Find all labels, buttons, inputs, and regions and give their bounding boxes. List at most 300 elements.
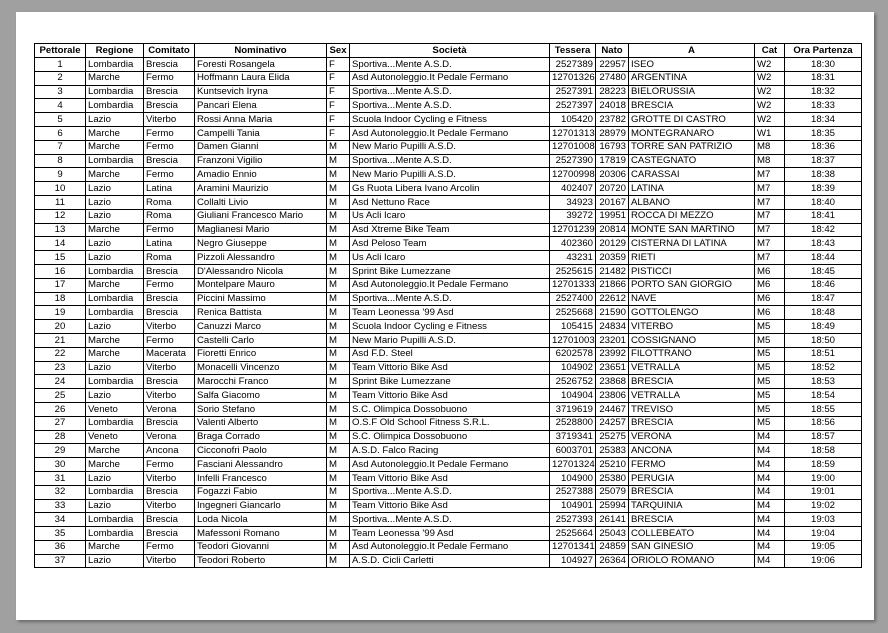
cell-tessera: 105415 [550,320,596,334]
table-row [35,416,862,430]
cell-ora-partenza: 18:50 [785,333,862,347]
cell-sex: M [327,540,350,554]
cell-regione: Lombardia [86,264,144,278]
cell-nominativo: Montelpare Mauro [195,278,327,292]
cell-a: RIETI [629,251,755,265]
cell-comitato: Fermo [144,333,195,347]
cell-pettorale: 6 [35,126,86,140]
cell-sex: M [327,513,350,527]
cell-societa: Team Leonessa '99 Asd [350,527,550,541]
cell-cat: M7 [755,237,785,251]
cell-tessera: 104900 [550,471,596,485]
cell-regione: Marche [86,278,144,292]
cell-comitato: Viterbo [144,554,195,568]
cell-nato: 24257 [596,416,629,430]
cell-ora-partenza: 18:52 [785,361,862,375]
cell-comitato: Verona [144,402,195,416]
cell-a: CISTERNA DI LATINA [629,237,755,251]
cell-ora-partenza: 19:04 [785,527,862,541]
cell-nato: 25275 [596,430,629,444]
cell-regione: Lazio [86,195,144,209]
cell-societa: Sprint Bike Lumezzane [350,375,550,389]
cell-tessera: 12701341 [550,540,596,554]
cell-pettorale: 34 [35,513,86,527]
cell-tessera: 104901 [550,499,596,513]
cell-nato: 21482 [596,264,629,278]
cell-tessera: 402407 [550,182,596,196]
cell-tessera: 3719619 [550,402,596,416]
cell-regione: Lazio [86,209,144,223]
cell-nominativo: Teodori Giovanni [195,540,327,554]
cell-tessera: 12700998 [550,168,596,182]
cell-cat: M4 [755,540,785,554]
cell-pettorale: 1 [35,58,86,72]
cell-nato: 28223 [596,85,629,99]
cell-nominativo: Kuntsevich Iryna [195,85,327,99]
cell-regione: Lombardia [86,375,144,389]
cell-comitato: Brescia [144,306,195,320]
cell-ora-partenza: 18:43 [785,237,862,251]
table-row [35,237,862,251]
cell-regione: Lombardia [86,485,144,499]
cell-societa: Team Vittorio Bike Asd [350,471,550,485]
cell-pettorale: 12 [35,209,86,223]
cell-nominativo: D'Alessandro Nicola [195,264,327,278]
cell-nato: 23782 [596,113,629,127]
cell-societa: Team Vittorio Bike Asd [350,499,550,513]
cell-ora-partenza: 18:35 [785,126,862,140]
cell-nato: 23992 [596,347,629,361]
cell-sex: M [327,237,350,251]
cell-comitato: Brescia [144,527,195,541]
table-row [35,513,862,527]
table-row [35,264,862,278]
cell-a: MONTEGRANARO [629,126,755,140]
cell-pettorale: 15 [35,251,86,265]
table-row [35,430,862,444]
cell-a: COSSIGNANO [629,333,755,347]
cell-pettorale: 35 [35,527,86,541]
header-regione: Regione [86,44,144,58]
cell-nato: 25210 [596,458,629,472]
cell-comitato: Brescia [144,85,195,99]
cell-nominativo: Braga Corrado [195,430,327,444]
cell-ora-partenza: 18:42 [785,223,862,237]
cell-ora-partenza: 18:59 [785,458,862,472]
table-row [35,471,862,485]
cell-nato: 28979 [596,126,629,140]
cell-nominativo: Canuzzi Marco [195,320,327,334]
table-row [35,389,862,403]
cell-comitato: Fermo [144,140,195,154]
cell-comitato: Latina [144,182,195,196]
cell-ora-partenza: 18:53 [785,375,862,389]
cell-nato: 25079 [596,485,629,499]
cell-a: FERMO [629,458,755,472]
cell-tessera: 3719341 [550,430,596,444]
cell-sex: M [327,458,350,472]
header-row [35,44,862,58]
cell-tessera: 104902 [550,361,596,375]
cell-a: VETRALLA [629,361,755,375]
cell-nominativo: Fioretti Enrico [195,347,327,361]
cell-societa: New Mario Pupilli A.S.D. [350,333,550,347]
cell-pettorale: 5 [35,113,86,127]
cell-societa: Asd Xtreme Bike Team [350,223,550,237]
cell-tessera: 2527397 [550,99,596,113]
table-row [35,140,862,154]
header-ora-partenza: Ora Partenza [785,44,862,58]
cell-a: BRESCIA [629,99,755,113]
cell-nato: 23868 [596,375,629,389]
cell-societa: Asd Peloso Team [350,237,550,251]
cell-a: MONTE SAN MARTINO [629,223,755,237]
cell-regione: Marche [86,126,144,140]
cell-nato: 20359 [596,251,629,265]
cell-nato: 25383 [596,444,629,458]
cell-nato: 20167 [596,195,629,209]
cell-nominativo: Pizzoli Alessandro [195,251,327,265]
cell-societa: Sportiva...Mente A.S.D. [350,58,550,72]
cell-tessera: 6003701 [550,444,596,458]
header-pettorale: Pettorale [35,44,86,58]
header-tessera: Tessera [550,44,596,58]
cell-ora-partenza: 19:03 [785,513,862,527]
header-a: A [629,44,755,58]
cell-pettorale: 10 [35,182,86,196]
cell-ora-partenza: 18:46 [785,278,862,292]
cell-societa: Asd F.D. Steel [350,347,550,361]
cell-ora-partenza: 19:00 [785,471,862,485]
table-row [35,251,862,265]
cell-ora-partenza: 18:39 [785,182,862,196]
cell-comitato: Roma [144,209,195,223]
cell-nominativo: Hoffmann Laura Elida [195,71,327,85]
cell-cat: W1 [755,126,785,140]
cell-regione: Lombardia [86,154,144,168]
cell-nominativo: Fasciani Alessandro [195,458,327,472]
cell-sex: F [327,126,350,140]
cell-cat: M4 [755,527,785,541]
cell-cat: W2 [755,58,785,72]
cell-pettorale: 37 [35,554,86,568]
cell-sex: M [327,361,350,375]
cell-ora-partenza: 18:41 [785,209,862,223]
cell-comitato: Viterbo [144,113,195,127]
cell-regione: Marche [86,540,144,554]
cell-nato: 26141 [596,513,629,527]
cell-tessera: 2527390 [550,154,596,168]
cell-tessera: 43231 [550,251,596,265]
cell-regione: Lazio [86,237,144,251]
cell-nominativo: Piccini Massimo [195,292,327,306]
cell-ora-partenza: 19:05 [785,540,862,554]
cell-sex: M [327,223,350,237]
cell-sex: F [327,99,350,113]
cell-comitato: Viterbo [144,361,195,375]
cell-ora-partenza: 18:55 [785,402,862,416]
cell-sex: F [327,58,350,72]
table-row [35,85,862,99]
table-row [35,527,862,541]
cell-tessera: 6202578 [550,347,596,361]
cell-nominativo: Ingegneri Giancarlo [195,499,327,513]
cell-a: ROCCA DI MEZZO [629,209,755,223]
table-row [35,375,862,389]
cell-pettorale: 24 [35,375,86,389]
cell-a: ANCONA [629,444,755,458]
cell-cat: M5 [755,375,785,389]
cell-a: ORIOLO ROMANO [629,554,755,568]
cell-nato: 16793 [596,140,629,154]
cell-tessera: 2526752 [550,375,596,389]
table-row [35,554,862,568]
cell-cat: M7 [755,223,785,237]
cell-pettorale: 28 [35,430,86,444]
cell-tessera: 39272 [550,209,596,223]
cell-pettorale: 20 [35,320,86,334]
cell-regione: Lazio [86,182,144,196]
cell-nominativo: Fogazzi Fabio [195,485,327,499]
cell-cat: M4 [755,513,785,527]
cell-a: BIELORUSSIA [629,85,755,99]
cell-nominativo: Collalti Livio [195,195,327,209]
cell-regione: Lombardia [86,527,144,541]
cell-nominativo: Foresti Rosangela [195,58,327,72]
cell-cat: W2 [755,99,785,113]
cell-a: NAVE [629,292,755,306]
cell-nominativo: Valenti Alberto [195,416,327,430]
cell-nato: 24467 [596,402,629,416]
cell-pettorale: 16 [35,264,86,278]
cell-a: GOTTOLENGO [629,306,755,320]
cell-societa: Asd Autonoleggio.It Pedale Fermano [350,458,550,472]
cell-tessera: 2525615 [550,264,596,278]
cell-regione: Lombardia [86,306,144,320]
cell-nominativo: Mafessoni Romano [195,527,327,541]
cell-comitato: Ancona [144,444,195,458]
cell-tessera: 12701333 [550,278,596,292]
cell-cat: M7 [755,209,785,223]
cell-ora-partenza: 18:31 [785,71,862,85]
cell-nato: 25043 [596,527,629,541]
cell-nominativo: Damen Gianni [195,140,327,154]
cell-ora-partenza: 18:38 [785,168,862,182]
cell-a: CARASSAI [629,168,755,182]
cell-societa: Scuola Indoor Cycling e Fitness [350,320,550,334]
cell-pettorale: 4 [35,99,86,113]
cell-cat: M5 [755,416,785,430]
cell-pettorale: 21 [35,333,86,347]
table-row [35,306,862,320]
cell-pettorale: 29 [35,444,86,458]
cell-a: BRESCIA [629,416,755,430]
cell-pettorale: 25 [35,389,86,403]
cell-ora-partenza: 18:34 [785,113,862,127]
cell-tessera: 2527393 [550,513,596,527]
cell-cat: M4 [755,499,785,513]
cell-societa: Sportiva...Mente A.S.D. [350,99,550,113]
cell-cat: M7 [755,251,785,265]
cell-ora-partenza: 18:51 [785,347,862,361]
table-row [35,195,862,209]
cell-sex: M [327,347,350,361]
cell-nominativo: Teodori Roberto [195,554,327,568]
cell-societa: Sportiva...Mente A.S.D. [350,485,550,499]
cell-regione: Marche [86,444,144,458]
cell-sex: M [327,306,350,320]
cell-regione: Marche [86,347,144,361]
cell-pettorale: 11 [35,195,86,209]
table-row [35,347,862,361]
cell-tessera: 402360 [550,237,596,251]
cell-sex: M [327,471,350,485]
cell-nominativo: Franzoni Vigilio [195,154,327,168]
cell-sex: M [327,554,350,568]
cell-sex: M [327,278,350,292]
cell-nominativo: Sorio Stefano [195,402,327,416]
cell-comitato: Fermo [144,71,195,85]
cell-tessera: 104927 [550,554,596,568]
cell-ora-partenza: 18:44 [785,251,862,265]
cell-nominativo: Aramini Maurizio [195,182,327,196]
cell-cat: M5 [755,320,785,334]
cell-regione: Lazio [86,251,144,265]
cell-a: VITERBO [629,320,755,334]
cell-comitato: Viterbo [144,320,195,334]
cell-nato: 25994 [596,499,629,513]
cell-ora-partenza: 18:37 [785,154,862,168]
cell-cat: M7 [755,168,785,182]
cell-ora-partenza: 18:49 [785,320,862,334]
cell-regione: Lazio [86,320,144,334]
cell-sex: M [327,527,350,541]
cell-tessera: 104904 [550,389,596,403]
cell-nominativo: Monacelli Vincenzo [195,361,327,375]
cell-a: BRESCIA [629,375,755,389]
table-row [35,540,862,554]
cell-comitato: Viterbo [144,389,195,403]
cell-a: TARQUINIA [629,499,755,513]
cell-a: TORRE SAN PATRIZIO [629,140,755,154]
table-row [35,223,862,237]
cell-comitato: Brescia [144,416,195,430]
cell-ora-partenza: 18:47 [785,292,862,306]
cell-cat: M4 [755,458,785,472]
cell-tessera: 34923 [550,195,596,209]
cell-regione: Lombardia [86,416,144,430]
cell-regione: Lazio [86,554,144,568]
cell-nato: 19951 [596,209,629,223]
cell-cat: M8 [755,140,785,154]
cell-regione: Marche [86,140,144,154]
cell-ora-partenza: 18:56 [785,416,862,430]
cell-sex: M [327,195,350,209]
cell-regione: Marche [86,71,144,85]
cell-cat: M4 [755,471,785,485]
cell-comitato: Roma [144,251,195,265]
cell-nominativo: Loda Nicola [195,513,327,527]
cell-societa: Asd Autonoleggio.It Pedale Fermano [350,71,550,85]
cell-nato: 24018 [596,99,629,113]
cell-nominativo: Negro Giuseppe [195,237,327,251]
cell-pettorale: 30 [35,458,86,472]
cell-comitato: Brescia [144,485,195,499]
table-row [35,209,862,223]
cell-regione: Lombardia [86,292,144,306]
cell-pettorale: 19 [35,306,86,320]
table-row [35,292,862,306]
cell-regione: Marche [86,458,144,472]
cell-tessera: 12701008 [550,140,596,154]
cell-a: BRESCIA [629,485,755,499]
cell-societa: Us Acli Icaro [350,209,550,223]
cell-nominativo: Campelli Tania [195,126,327,140]
cell-cat: M4 [755,444,785,458]
table-row [35,278,862,292]
cell-societa: New Mario Pupilli A.S.D. [350,168,550,182]
cell-nominativo: Renica Battista [195,306,327,320]
cell-a: CASTEGNATO [629,154,755,168]
cell-nato: 20814 [596,223,629,237]
cell-ora-partenza: 18:54 [785,389,862,403]
cell-a: COLLEBEATO [629,527,755,541]
cell-comitato: Fermo [144,458,195,472]
cell-ora-partenza: 18:45 [785,264,862,278]
cell-tessera: 2527388 [550,485,596,499]
cell-sex: M [327,402,350,416]
cell-comitato: Viterbo [144,471,195,485]
cell-nato: 21590 [596,306,629,320]
cell-regione: Lazio [86,471,144,485]
cell-regione: Marche [86,333,144,347]
cell-tessera: 2527389 [550,58,596,72]
table-row [35,458,862,472]
cell-nato: 25380 [596,471,629,485]
cell-cat: W2 [755,71,785,85]
cell-sex: F [327,113,350,127]
cell-sex: M [327,140,350,154]
cell-sex: M [327,333,350,347]
cell-sex: M [327,154,350,168]
cell-nominativo: Maglianesi Mario [195,223,327,237]
cell-tessera: 2527391 [550,85,596,99]
cell-nato: 22612 [596,292,629,306]
table-row [35,320,862,334]
cell-ora-partenza: 18:30 [785,58,862,72]
cell-societa: Asd Autonoleggio.It Pedale Fermano [350,540,550,554]
cell-regione: Lazio [86,499,144,513]
cell-nato: 23651 [596,361,629,375]
cell-nato: 27480 [596,71,629,85]
cell-cat: W2 [755,85,785,99]
cell-regione: Marche [86,223,144,237]
cell-societa: Scuola Indoor Cycling e Fitness [350,113,550,127]
cell-pettorale: 32 [35,485,86,499]
cell-cat: M4 [755,485,785,499]
cell-a: PORTO SAN GIORGIO [629,278,755,292]
cell-regione: Lazio [86,361,144,375]
cell-pettorale: 2 [35,71,86,85]
cell-nominativo: Castelli Carlo [195,333,327,347]
cell-a: VETRALLA [629,389,755,403]
cell-a: ALBANO [629,195,755,209]
cell-sex: F [327,71,350,85]
cell-sex: M [327,444,350,458]
cell-societa: Team Vittorio Bike Asd [350,361,550,375]
cell-sex: M [327,375,350,389]
cell-pettorale: 26 [35,402,86,416]
